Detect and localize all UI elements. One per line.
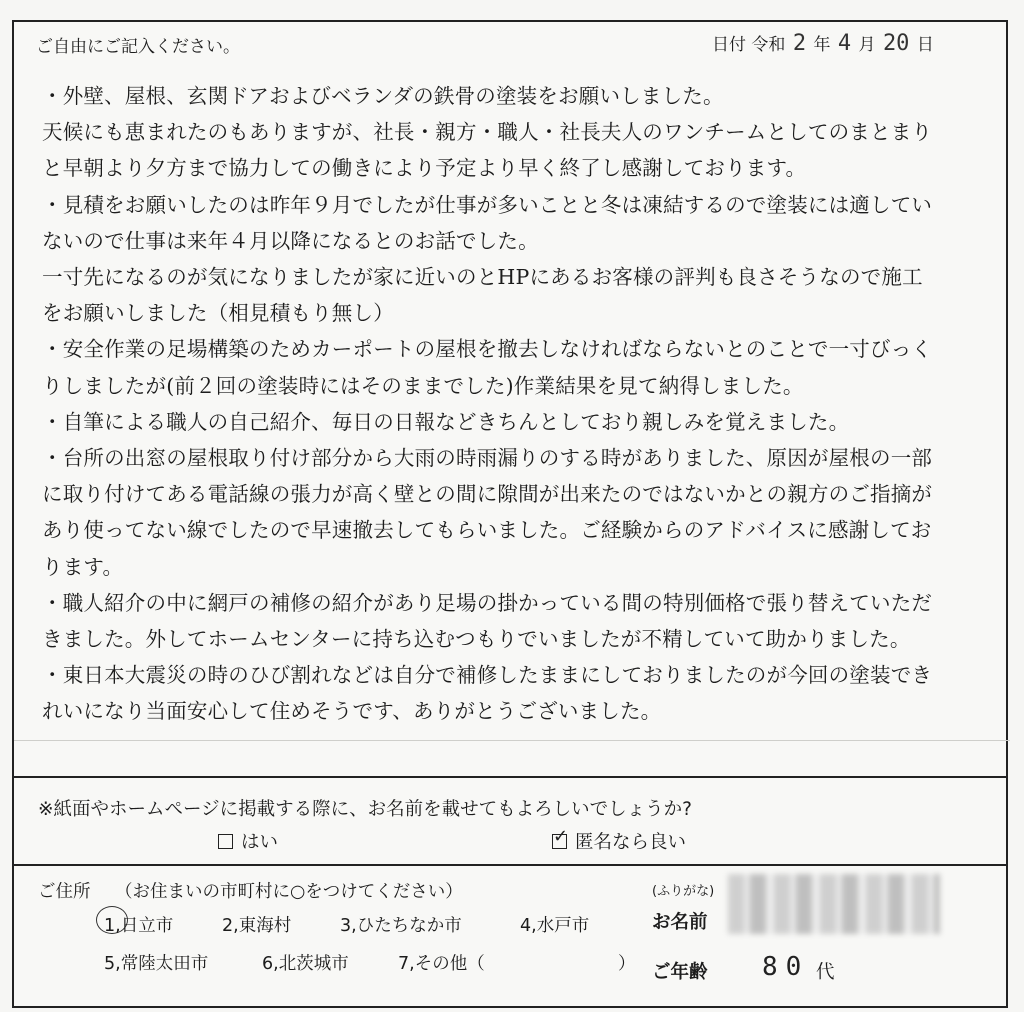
date-day: 20 bbox=[882, 31, 910, 56]
comment-line: ります。 bbox=[42, 554, 124, 579]
date-month-unit: 月 bbox=[858, 35, 876, 55]
comment-line: ・東日本大震災の時のひび割れなどは自分で補修したままにしておりましたのが今回の塗装でき bbox=[42, 663, 933, 688]
city-option[interactable]: 3,ひたちなか市 bbox=[340, 916, 462, 936]
name-redacted bbox=[728, 874, 940, 934]
comment-line: ・台所の出窓の屋根取り付け部分から大雨の時雨漏りのする時がありました、原因が屋根の一部 bbox=[42, 446, 933, 471]
option-anonymous[interactable] bbox=[552, 828, 686, 854]
comment-line: れいになり当面安心して住めそうです、ありがとうございました。 bbox=[42, 699, 662, 724]
comment-line: 天候にも恵まれたのもありますが、社長・親方・職人・社長夫人のワンチームとしてのまとまり bbox=[42, 120, 933, 145]
date-field bbox=[712, 30, 934, 56]
city-option[interactable]: 2,東海村 bbox=[222, 916, 292, 936]
comment-line: と早朝より夕方まで協力しての働きにより予定より早く終了し感謝しております。 bbox=[42, 156, 807, 181]
city-option[interactable]: 6,北茨城市 bbox=[262, 954, 349, 974]
date-year: 2 bbox=[792, 31, 807, 56]
city-option[interactable]: 4,水戸市 bbox=[520, 916, 590, 936]
section-divider bbox=[12, 864, 1008, 866]
section-divider bbox=[12, 776, 1008, 778]
checkbox-yes[interactable] bbox=[218, 834, 233, 849]
date-month: 4 bbox=[837, 31, 852, 56]
age-unit: 代 bbox=[816, 962, 835, 983]
comment-line: ・見積をお願いしたのは昨年９月でしたが仕事が多いことと冬は凍結するので塗装には適してい bbox=[42, 192, 933, 217]
comment-line: ・外壁、屋根、玄関ドアおよびベランダの鉄骨の塗装をお願いしました。 bbox=[42, 84, 724, 108]
age-value: 80 bbox=[762, 952, 810, 982]
comment-line: ・職人紹介の中に網戸の補修の紹介があり足場の掛かっている間の特別価格で張り替えていただ bbox=[42, 590, 933, 615]
option-yes[interactable] bbox=[218, 828, 278, 854]
comment-line: ・安全作業の足場構築のためカーポートの屋根を撤去しなければならないとのことで一寸びっく bbox=[42, 337, 933, 362]
address-label: ご住所 bbox=[38, 882, 91, 902]
date-label: 日付 令和 bbox=[712, 35, 786, 55]
comment-line: りしましたが(前２回の塗装時にはそのままでした)作業結果を見て納得しました。 bbox=[42, 373, 804, 398]
date-year-unit: 年 bbox=[813, 35, 831, 55]
city-option[interactable]: 1,日立市 bbox=[104, 916, 174, 936]
comment-line: ・自筆による職人の自己紹介、毎日の日報などきちんとしており親しみを覚えました。 bbox=[42, 409, 850, 434]
age-label: ご年齢 bbox=[652, 962, 708, 983]
comment-line: 一寸先になるのが気になりましたが家に近いのとHPにあるお客様の評判も良さそうなので施工 bbox=[42, 265, 923, 290]
comment-body bbox=[42, 78, 990, 730]
checkbox-anonymous[interactable] bbox=[552, 834, 567, 849]
instruction-text: ご自由にご記入ください。 bbox=[36, 37, 240, 57]
option-yes-label: はい bbox=[241, 832, 279, 853]
address-instruction: （お住まいの市町村に○をつけてください） bbox=[115, 882, 463, 902]
city-option[interactable]: 7,その他（ bbox=[398, 954, 485, 974]
consent-question: ※紙面やホームページに掲載する際に、お名前を載せてもよろしいでしょうか? bbox=[38, 799, 692, 820]
city-option[interactable]: 5,常陸太田市 bbox=[104, 954, 209, 974]
furigana-label: (ふりがな) bbox=[652, 884, 715, 899]
date-day-unit: 日 bbox=[916, 35, 934, 55]
comment-line: に取り付けてある電話線の張力が高く壁との間に隙間が出来たのではないかとの親方のご指摘が bbox=[42, 482, 933, 507]
option-anonymous-label: 匿名なら良い bbox=[575, 832, 687, 853]
city-other-close: ） bbox=[618, 954, 636, 974]
paper-fold-line bbox=[14, 740, 1010, 741]
comment-line: あり使ってない線でしたので早速撤去してもらいました。ご経験からのアドバイスに感謝してお bbox=[42, 518, 932, 543]
comment-line: をお願いしました（相見積もり無し） bbox=[42, 301, 394, 326]
comment-line: ないので仕事は来年４月以降になるとのお話でした。 bbox=[42, 228, 539, 253]
comment-line: きました。外してホームセンターに持ち込むつもりでいましたが不精していて助かりました。 bbox=[42, 627, 911, 652]
name-label: お名前 bbox=[652, 912, 708, 933]
